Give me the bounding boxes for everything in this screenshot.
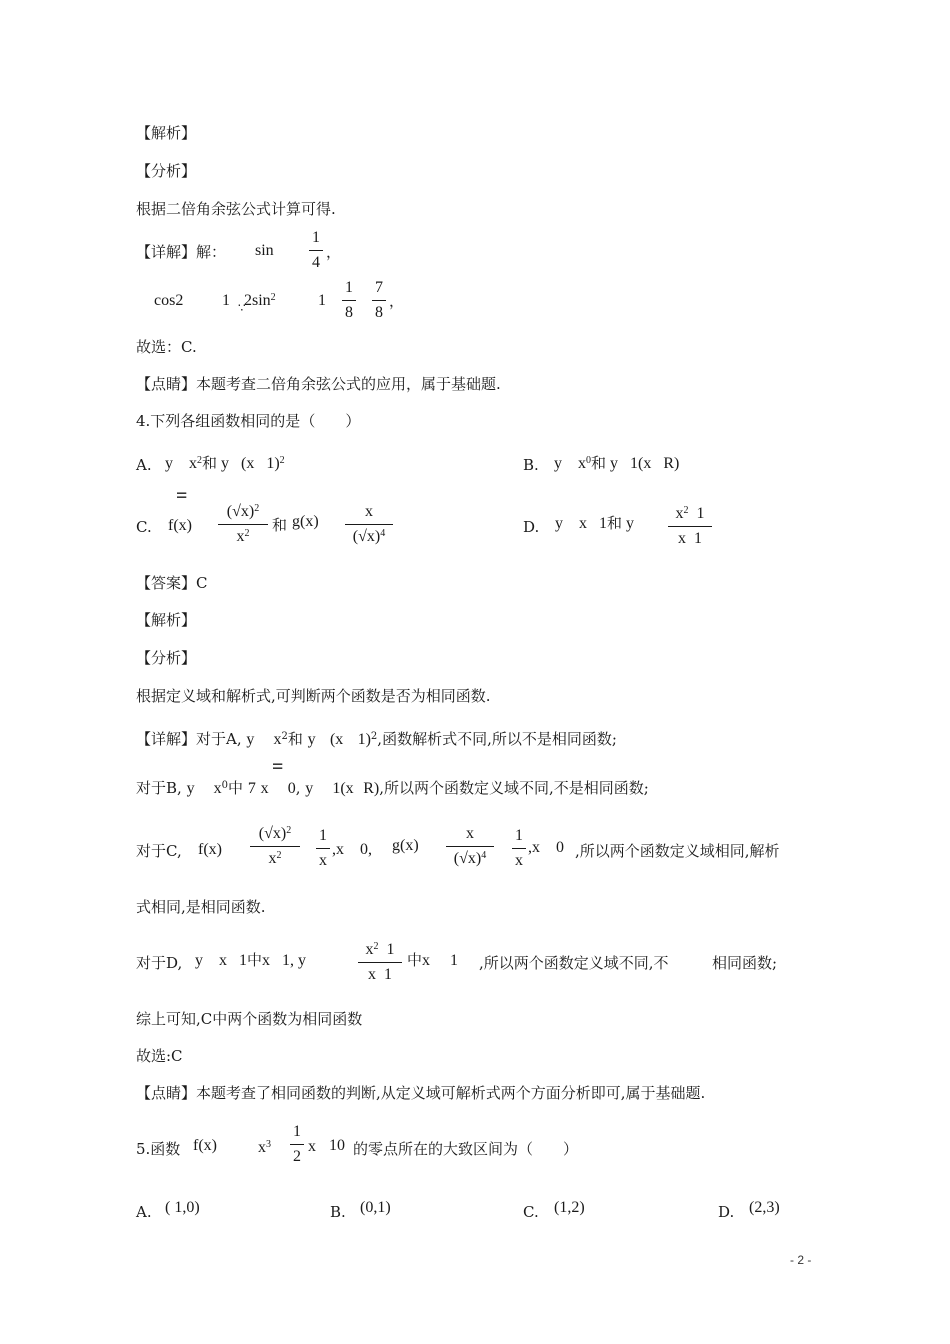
section-heading-fenxi: 【分析】: [136, 162, 197, 180]
option-d-math: y x 1和 y: [555, 514, 635, 532]
option-c-label: C.: [136, 518, 152, 536]
detail-b-line: 对于B, y $x^0$中 7 x 0, y 1(x R),所以两个函数定义域不同,不是相同函数;: [136, 779, 649, 797]
q5-stem-post: 的零点所在的大致区间为（ ）: [353, 1140, 579, 1158]
option-c-fraction-2: x $(√x)^4$: [345, 504, 393, 545]
math-2sin: $2\sin^2$: [244, 292, 276, 309]
q5-fraction-half: 1 2: [290, 1124, 304, 1165]
q5-option-c-label: C.: [523, 1203, 539, 1221]
math-one: 1: [222, 292, 230, 309]
q5-option-a-value: ( 1,0): [165, 1199, 200, 1216]
option-c-fraction-1: $(√x)^2$ $x^2$: [218, 504, 268, 545]
option-b-label: B.: [523, 456, 539, 474]
math-sin: sin: [255, 242, 274, 259]
detail-c-x0-2: ,x 0: [528, 839, 564, 856]
option-a-math: y $x^2$和 y (x 1)$^2$: [165, 454, 285, 472]
q5-option-a-label: A.: [136, 1203, 152, 1221]
detail-c-f: f(x): [198, 841, 222, 858]
option-d-fraction: $x^2$ 1 x 1: [668, 506, 712, 547]
q5-ten: 10: [329, 1137, 345, 1154]
therefore-dots: ∵: [238, 301, 246, 315]
detail-c-x0: ,x 0,: [332, 841, 372, 858]
detail-c-fraction-4: 1 x: [512, 828, 526, 869]
q5-option-b-label: B.: [330, 1203, 346, 1221]
q5-x: x: [308, 1138, 316, 1155]
q5-x3: $x^3$: [258, 1139, 271, 1156]
detail-c-pre: 对于C,: [136, 842, 182, 860]
summary-text: 综上可知,C中两个函数为相同函数: [136, 1010, 363, 1028]
detail-label: 【详解】解：: [136, 243, 227, 261]
section-heading-fenxi: 【分析】: [136, 649, 197, 667]
fraction-quarter: 1 4: [309, 230, 323, 271]
option-c-g: g(x): [292, 513, 319, 530]
detail-c-fraction-1: $(√x)^2$ $x^2$: [250, 826, 300, 867]
detail-c-post: ,所以两个函数定义域相同,解析: [575, 842, 780, 860]
detail-d-post: ,所以两个函数定义域不同,不: [479, 954, 669, 972]
page-number: - 2 -: [790, 1253, 812, 1267]
fraction-seven-eighths: 7 8: [372, 280, 386, 321]
option-a-label: A.: [136, 456, 152, 474]
fraction-eighth: 1 8: [342, 280, 356, 321]
q5-option-d-value: (2,3): [749, 1199, 780, 1216]
q5-option-d-label: D.: [718, 1203, 735, 1221]
answer-line: 【答案】C: [136, 574, 208, 592]
detail-d-math-2: 中x 1: [407, 951, 459, 969]
detail-d-post2: 相同函数;: [712, 954, 778, 972]
option-c-and: 和: [272, 516, 288, 534]
comma: ，: [389, 292, 405, 310]
q5-option-b-value: (0,1): [360, 1199, 391, 1216]
detail-d-fraction: $x^2$ 1 x 1: [358, 942, 402, 983]
q5-option-c-value: (1,2): [554, 1199, 585, 1216]
choose-answer: 故选：C.: [136, 338, 197, 356]
comma: ，: [326, 243, 342, 261]
option-b-math: y $x^0$和 y 1(x R): [554, 454, 680, 472]
section-heading-jiexi: 【解析】: [136, 611, 197, 629]
detail-c-post2: 式相同,是相同函数.: [136, 898, 266, 916]
section-heading-jiexi: 【解析】: [136, 124, 197, 142]
detail-d-math: y x 1中x 1, y: [195, 951, 307, 969]
detail-c-fraction-2: 1 x: [316, 828, 330, 869]
question-stem: 4.下列各组函数相同的是（ ）: [136, 412, 361, 430]
option-c-f: f(x): [168, 517, 192, 534]
equals-sign: =: [272, 756, 284, 778]
analysis-text: 根据定义域和解析式,可判断两个函数是否为相同函数.: [136, 687, 491, 705]
detail-a-line: 【详解】对于A, y $x^2$和 y (x 1)$^2$,函数解析式不同,所以不是相同函数;: [136, 730, 617, 748]
equals-sign: =: [176, 485, 188, 507]
comment-text: 【点睛】本题考查了相同函数的判断,从定义域可解析式两个方面分析即可,属于基础题.: [136, 1084, 706, 1102]
comment-text: 【点睛】本题考查二倍角余弦公式的应用，属于基础题.: [136, 375, 501, 393]
option-d-label: D.: [523, 518, 540, 536]
detail-c-g: g(x): [392, 837, 419, 854]
math-one-b: 1: [318, 292, 326, 309]
analysis-text: 根据二倍角余弦公式计算可得.: [136, 200, 336, 218]
math-cos2: cos2: [154, 292, 184, 309]
q5-f: f(x): [193, 1137, 217, 1154]
choose-answer: 故选:C: [136, 1047, 183, 1065]
detail-c-fraction-3: x $(√x)^4$: [446, 826, 494, 867]
detail-d-pre: 对于D,: [136, 954, 183, 972]
q5-stem-pre: 5.函数: [136, 1140, 181, 1158]
